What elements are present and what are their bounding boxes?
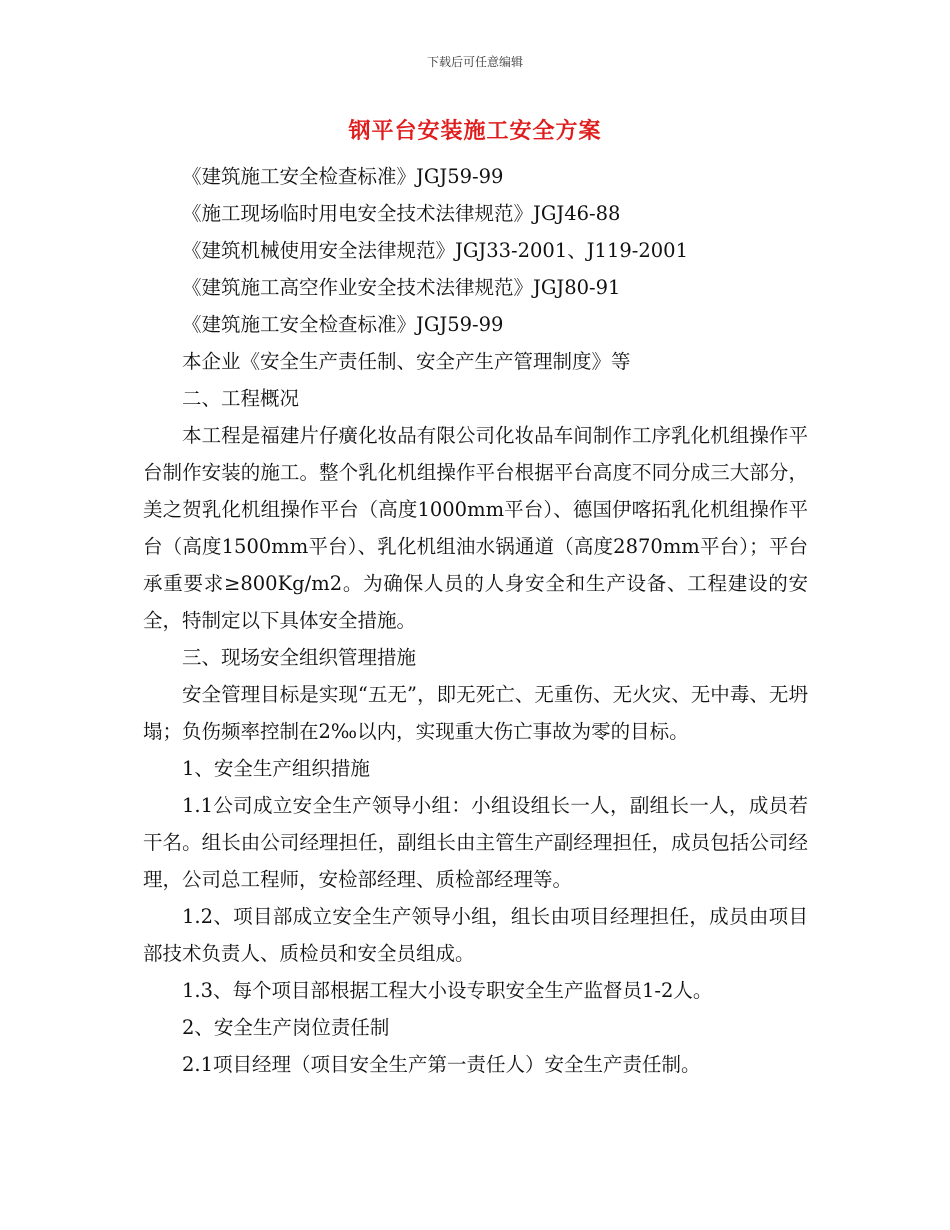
paragraph-item-2-1: 2.1项目经理（项目安全生产第一责任人）安全生产责任制。: [182, 1053, 701, 1076]
section-heading-safety-management: 三、现场安全组织管理措施: [182, 646, 417, 669]
subheading-responsibility-system: 2、安全生产岗位责任制: [182, 1016, 390, 1039]
paragraph-reference-5: 《建筑施工安全检查标准》JGJ59-99: [182, 313, 504, 336]
paragraph-item-1-2: 1.2、项目部成立安全生产领导小组，组长由项目经理担任，成员由项目部技术负责人、质检员和安全员组成。: [143, 905, 808, 965]
header-note: 下载后可任意编辑: [426, 55, 523, 69]
section-heading-project-overview: 二、工程概况: [182, 387, 300, 410]
paragraph-project-overview: 本工程是福建片仔癀化妆品有限公司化妆品车间制作工序乳化机组操作平台制作安装的施工。整个乳化机组操作平台根据平台高度不同分成三大部分，美之贺乳化机组操作平台（高度1000mm平台）、德国伊喀拓乳化机组操作平台（高度1500mm平台）、乳化机组油水锅通道（高度2870mm平台）；平台承重要求≥800Kg/m2。为确保人员的人身安全和生产设备、工程建设的安全，特制定以下具体安全措施。: [143, 424, 808, 632]
subheading-safety-organization: 1、安全生产组织措施: [182, 757, 370, 780]
paragraph-reference-6: 本企业《安全生产责任制、安全产生产管理制度》等: [182, 350, 631, 373]
document-body: [143, 158, 808, 1083]
paragraph-item-1-1: 1.1公司成立安全生产领导小组：小组设组长一人，副组长一人，成员若干名。组长由公司经理担任，副组长由主管生产副经理担任，成员包括公司经理，公司总工程师，安检部经理、质检部经理等。: [143, 794, 808, 891]
paragraph-reference-4: 《建筑施工高空作业安全技术法律规范》JGJ80-91: [182, 276, 621, 299]
paragraph-item-1-3: 1.3、每个项目部根据工程大小设专职安全生产监督员1-2人。: [182, 979, 713, 1002]
paragraph-reference-2: 《施工现场临时用电安全技术法律规范》JGJ46-88: [182, 202, 621, 225]
paragraph-reference-1: 《建筑施工安全检查标准》JGJ59-99: [182, 165, 504, 188]
paragraph-safety-goal: 安全管理目标是实现“五无”，即无死亡、无重伤、无火灾、无中毒、无坍塌；负伤频率控制在2‰以内，实现重大伤亡事故为零的目标。: [143, 683, 808, 743]
paragraph-reference-3: 《建筑机械使用安全法律规范》JGJ33-2001、J119-2001: [182, 239, 688, 262]
document-title: 钢平台安装施工安全方案: [348, 118, 602, 144]
